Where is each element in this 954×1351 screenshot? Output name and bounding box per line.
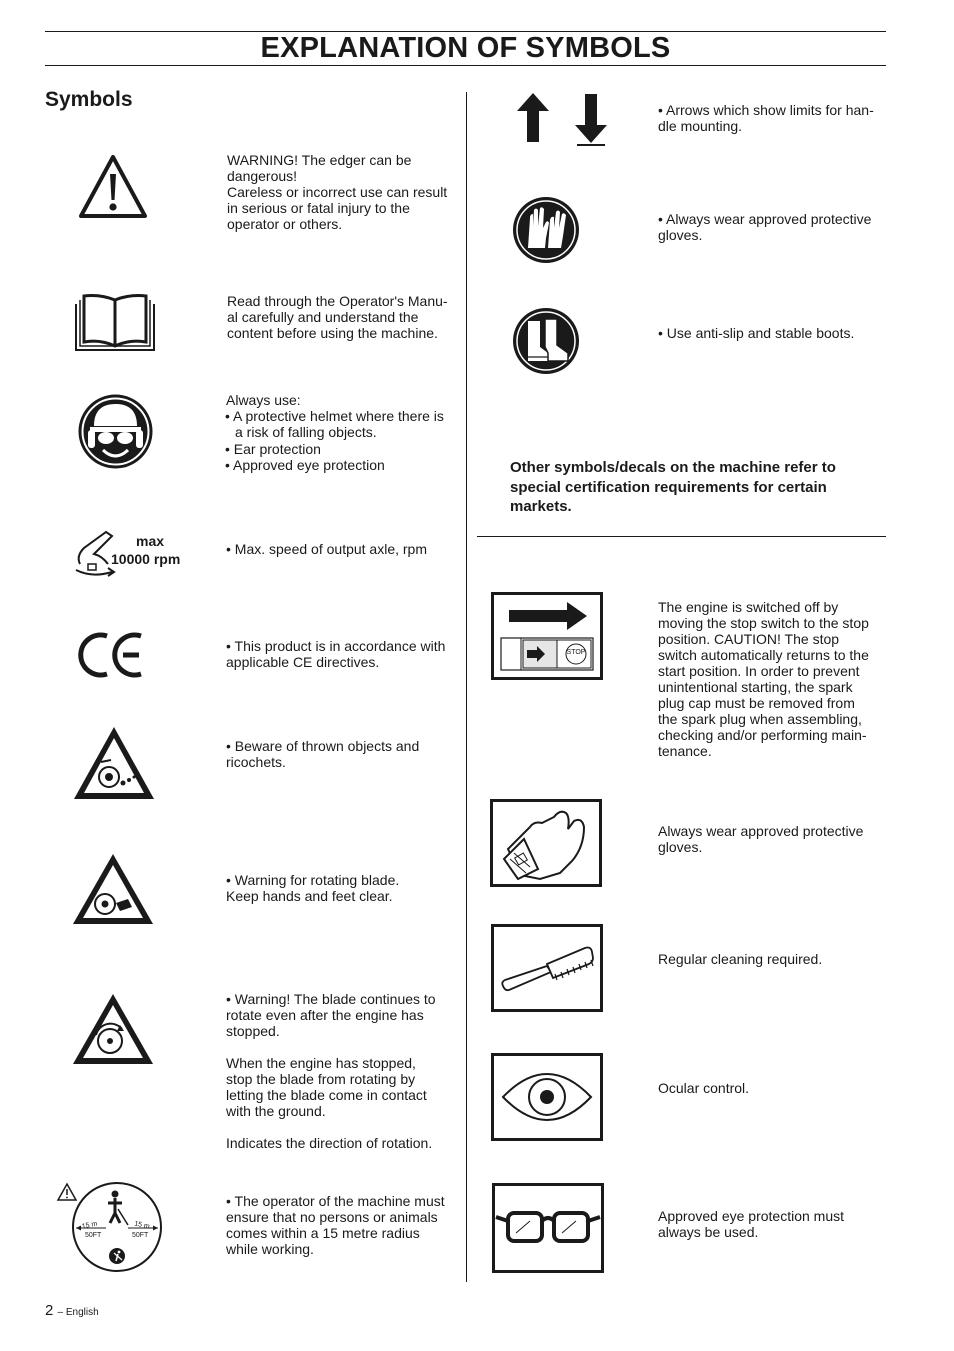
note-divider bbox=[477, 536, 886, 537]
blade-continues-text: • Warning! The blade continues to rotate even after the engine has stopped. When the engine has stopped, stop the blade from rotating by letting the blade come in contact with the ground. Indicates the direction of rotation. bbox=[226, 991, 436, 1151]
section-title: Symbols bbox=[45, 88, 133, 111]
max-speed-label-rpm: 10000 rpm bbox=[111, 551, 181, 567]
column-divider bbox=[466, 92, 467, 1282]
protection-intro: Always use: bbox=[226, 392, 301, 408]
helmet-ear-eye-protection-icon bbox=[76, 392, 155, 471]
page-footer bbox=[45, 1302, 99, 1319]
manual-text: Read through the Operator's Manu- al carefully and understand the content before using the machine. bbox=[227, 293, 448, 341]
thrown-objects-icon bbox=[71, 724, 157, 802]
eye-protection-text: Approved eye protection must always be used. bbox=[658, 1208, 844, 1240]
eye-icon bbox=[491, 1053, 603, 1141]
title-underline bbox=[45, 65, 886, 66]
page-number: 2 bbox=[45, 1302, 54, 1319]
glove-decal-text: Always wear approved protective gloves. bbox=[658, 823, 864, 855]
stop-switch-icon bbox=[491, 592, 603, 680]
eye-protection-glasses-icon bbox=[492, 1183, 604, 1273]
protective-gloves-icon bbox=[512, 196, 580, 264]
cleaning-brush-icon bbox=[491, 924, 603, 1012]
thrown-objects-text: • Beware of thrown objects and ricochets. bbox=[226, 738, 420, 770]
ce-mark-icon bbox=[79, 631, 145, 679]
distance-label-left-m: 15 m bbox=[81, 1220, 99, 1231]
boots-text: • Use anti-slip and stable boots. bbox=[658, 325, 855, 341]
stop-switch-text: The engine is switched off by moving the stop switch to the stop position. CAUTION! The stop switch automatically returns to the start position. In order to prevent unintentional starting, the spark plug cap must be removed from the spark plug when assembling, checking and/or performing main- tenance. bbox=[658, 599, 869, 759]
warning-text: WARNING! The edger can be dangerous! Careless or incorrect use can result in serious or fatal injury to the operator or others. bbox=[227, 152, 448, 232]
ce-text: • This product is in accordance with applicable CE directives. bbox=[226, 638, 446, 670]
max-speed-text: • Max. speed of output axle, rpm bbox=[226, 541, 428, 557]
ocular-text: Ocular control. bbox=[658, 1080, 750, 1096]
safety-distance-text: • The operator of the machine must ensure that no persons or animals comes within a 15 metre radius while working. bbox=[226, 1193, 445, 1257]
rotating-blade-text: • Warning for rotating blade. Keep hands and feet clear. bbox=[226, 872, 400, 904]
protection-bullet-ear: • Ear protection bbox=[225, 441, 321, 457]
certification-note: Other symbols/decals on the machine refer to special certification requirements for certain markets. bbox=[510, 459, 836, 515]
blade-continues-icon bbox=[70, 991, 156, 1067]
gloves-text: • Always wear approved protective gloves. bbox=[658, 211, 872, 243]
cleaning-text: Regular cleaning required. bbox=[658, 951, 823, 967]
distance-label-right-m: 15 m bbox=[133, 1220, 151, 1231]
page-title: EXPLANATION OF SYMBOLS bbox=[260, 32, 671, 64]
safety-boots-icon bbox=[512, 307, 580, 375]
arrows-text: • Arrows which show limits for han- dle mounting. bbox=[658, 102, 874, 134]
arrows-handle-limit-icon bbox=[515, 92, 607, 146]
rotating-blade-icon bbox=[70, 851, 156, 927]
distance-label-left-ft: 50FT bbox=[85, 1232, 102, 1239]
language-label: – English bbox=[57, 1307, 99, 1318]
protection-bullet-helmet: • A protective helmet where there is a risk of falling objects. bbox=[225, 408, 444, 440]
warning-triangle-icon bbox=[78, 154, 148, 220]
glove-decal-icon bbox=[490, 799, 602, 887]
distance-label-right-ft: 50FT bbox=[132, 1232, 149, 1239]
max-speed-label-max: max bbox=[136, 533, 165, 549]
protection-bullet-eye: • Approved eye protection bbox=[225, 457, 385, 473]
stop-label: STOP bbox=[566, 649, 586, 656]
manual-book-icon bbox=[74, 294, 156, 352]
